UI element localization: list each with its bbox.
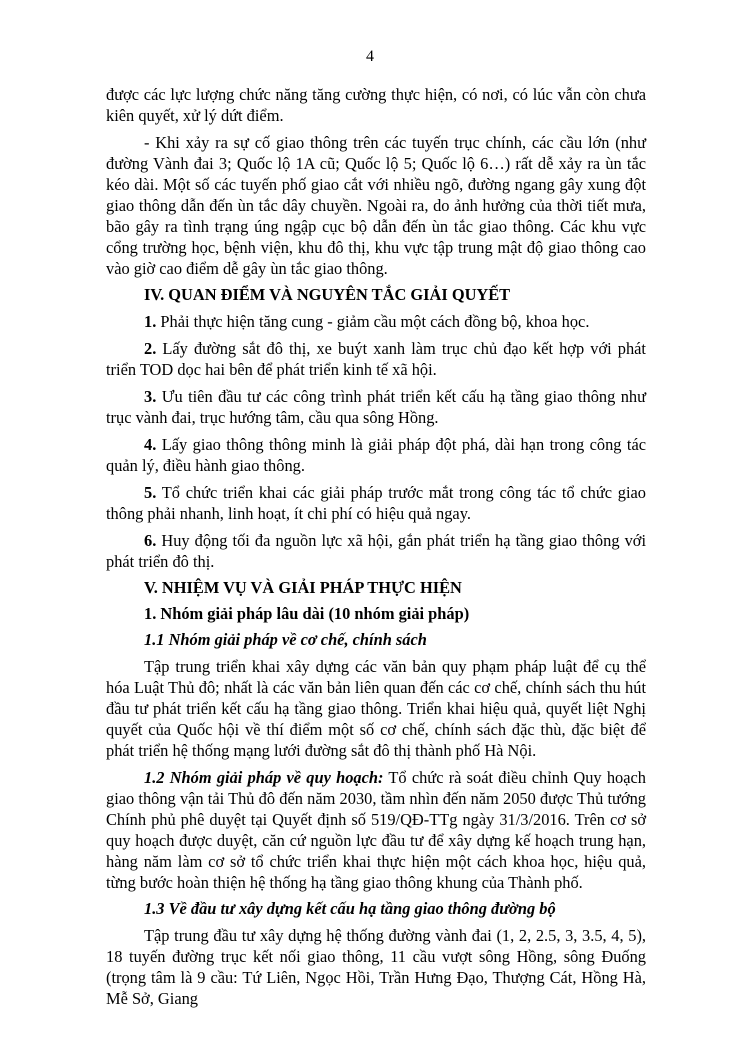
principle-item [106,338,646,380]
principle-number: 6. [144,531,157,550]
principle-text: Phải thực hiện tăng cung - giảm cầu một cách đồng bộ, khoa học. [160,312,590,331]
principle-number: 1. [144,312,157,331]
principle-item [106,530,646,572]
paragraph-continuation: được các lực lượng chức năng tăng cường thực hiện, có nơi, có lúc vẫn còn chưa kiên quyết, xử lý dứt điểm. [106,85,646,125]
principle-item [106,482,646,524]
subsection-1-3-heading: 1.3 Về đầu tư xây dựng kết cấu hạ tầng giao thông đường bộ [144,899,556,918]
section-iv-heading: IV. QUAN ĐIỂM VÀ NGUYÊN TẮC GIẢI QUYẾT [144,285,511,304]
principle-item [106,434,646,476]
principle-number: 2. [144,339,157,358]
principle-number: 3. [144,387,157,406]
principle-text: Huy động tối đa nguồn lực xã hội, gắn phát triển hạ tầng giao thông với phát triển đô thị. [106,531,646,571]
subsection-1-2-paragraph [106,767,646,893]
section-v-heading: V. NHIỆM VỤ VÀ GIẢI PHÁP THỰC HIỆN [144,578,462,597]
principle-number: 5. [144,483,157,502]
subsection-1-2-heading: 1.2 Nhóm giải pháp về quy hoạch: [144,768,384,787]
subsection-1-2-text: Tổ chức rà soát điều chỉnh Quy hoạch giao thông vận tải Thủ đô đến năm 2030, tầm nhìn đến năm 2050 được Thủ tướng Chính phủ phê duyệt tại Quyết định số 519/QĐ-TTg ngày 31/3/2016. Trên cơ sở quy hoạch được duyệt, căn cứ nguồn lực đầu tư để xây dựng kế hoạch trung hạn, hàng năm làm cơ sở tổ chức triển khai thực hiện một cách khoa học, hiệu quả, từng bước hoàn thiện hệ thống hạ tầng giao thông khung của Thành phố. [106,768,646,892]
principle-text: Ưu tiên đầu tư các công trình phát triển kết cấu hạ tầng giao thông như trục vành đai, trục hướng tâm, cầu qua sông Hồng. [106,387,646,427]
paragraph-incident-congestion: - Khi xảy ra sự cố giao thông trên các tuyến trục chính, các cầu lớn (như đường Vành đai 3; Quốc lộ 1A cũ; Quốc lộ 5; Quốc lộ 6…) rất dễ xảy ra ùn tắc kéo dài. Một số các tuyến phố giao cắt với nhiều ngõ, đường ngang gây xung đột giao thông dẫn đến ùn tắc dây chuyền. Ngoài ra, do ảnh hưởng của thời tiết mưa, bão gây ra tình trạng úng ngập cục bộ dẫn đến ùn tắc giao thông. Các khu vực cổng trường học, bệnh viện, khu đô thị, khu vực tập trung mật độ giao thông cao vào giờ cao điểm dễ gây ùn tắc giao thông. [106,133,646,278]
principle-item [106,311,646,332]
principle-item [106,386,646,428]
page-content [106,84,646,1009]
principle-text: Lấy đường sắt đô thị, xe buýt xanh làm trục chủ đạo kết hợp với phát triển TOD dọc hai bên để phát triển kinh tế xã hội. [106,339,646,379]
principle-number: 4. [144,435,157,454]
page-number: 4 [366,48,374,65]
principle-text: Tổ chức triển khai các giải pháp trước mắt trong công tác tổ chức giao thông phải nhanh, linh hoạt, ít chi phí có hiệu quả ngay. [106,483,646,523]
subsection-1-1-heading: 1.1 Nhóm giải pháp về cơ chế, chính sách [144,630,427,649]
subsection-1-1-text: Tập trung triển khai xây dựng các văn bản quy phạm pháp luật để cụ thể hóa Luật Thủ đô; nhất là các văn bản liên quan đến các cơ chế, chính sách thu hút đầu tư phát triển kết cấu hạ tầng giao thông. Triển khai hiệu quả, quyết liệt Nghị quyết của Quốc hội về thí điểm một số cơ chế, chính sách đặc thù, đặc biệt để phát triển hệ thống mạng lưới đường sắt đô thị thành phố Hà Nội. [106,657,646,760]
principle-text: Lấy giao thông thông minh là giải pháp đột phá, dài hạn trong công tác quản lý, điều hành giao thông. [106,435,646,475]
group-1-heading: 1. Nhóm giải pháp lâu dài (10 nhóm giải pháp) [144,604,470,623]
subsection-1-3-text: Tập trung đầu tư xây dựng hệ thống đường vành đai (1, 2, 2.5, 3, 3.5, 4, 5), 18 tuyến đường trục kết nối giao thông, 11 cầu vượt sông Hồng, sông Đuống (trọng tâm là 9 cầu: Tứ Liên, Ngọc Hồi, Trần Hưng Đạo, Thượng Cát, Hồng Hà, Mễ Sở, Giang [106,926,646,1008]
